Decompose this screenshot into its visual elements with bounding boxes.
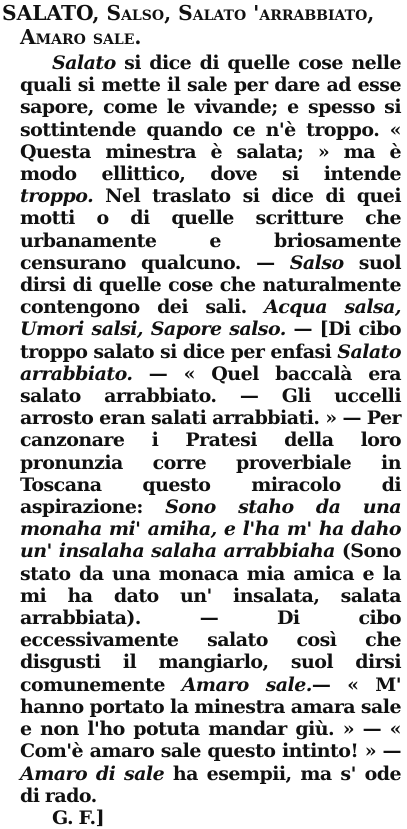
synonym-salso: Salso, (106, 1, 172, 25)
signature: G. F.] (52, 806, 105, 829)
entry-body (20, 52, 401, 829)
text-segment: Nel traslato si dice di quei motti o di quelle scritture che urbanamente e briosamente censurano qualcuno. — (20, 185, 401, 274)
term-amaro-di-sale: Amaro di sale (20, 762, 165, 785)
text-segment: — « Quel baccalà era salato arrabbiato. — Gli uccelli arrosto eran salati arrabbiati. » — Per canzonare i Pratesi della loro pronunzia corre proverbiale in Toscana questo miracolo di aspirazione: (20, 362, 401, 519)
synonym-arrabbiato: 'arrabbiato, (253, 1, 375, 25)
term-troppo: troppo. (20, 185, 94, 208)
term-salato: Salato (52, 52, 116, 74)
text-segment: suol dirsi di quelle cose che naturalmente contengono dei sali. (20, 251, 401, 319)
text-segment: (Sono stato da una monaca mia amica e la mi ha dato un' insalata, salata arrabbiata). — Di cibo eccessivamente salato così che disgusti il mangiarlo, suol dirsi comunemente (20, 540, 401, 696)
text-segment: ha esempii, ma s' ode di rado. (20, 762, 402, 807)
synonym-amaro-sale: Amaro sale. (20, 25, 142, 49)
example-pratesi: Sono staho da una monaha mi' amiha, e l'ha m' ha daho un' insalaha salaha arrabbiaha (20, 496, 401, 563)
synonym-salato: Salato (178, 1, 247, 25)
term-amaro-sale: Amaro sale. (181, 673, 312, 696)
term-salato-arrabbiato: Salato arrabbiato. (20, 340, 401, 385)
entry-heading (2, 1, 401, 49)
headword: SALATO, (2, 1, 100, 25)
example-salso: Acqua salsa, Umori salsi, Sapore salso. (20, 296, 401, 341)
term-salso: Salso (289, 251, 344, 274)
text-segment: si dice di quelle cose nelle quali si mette il sale per dare ad esse sapore, come le vivande; e spesso si sottintende quando ce n'è troppo. « Questa minestra è salata; » ma è modo ellittico, dove si intende (20, 52, 401, 186)
text-segment: — [Di cibo troppo salato si dice per enfasi (20, 318, 401, 363)
text-segment: — « M' hanno portato la minestra amara sale e non l'ho potuta mandar giù. » — « Com'è amaro sale questo intinto! » — (20, 673, 401, 763)
